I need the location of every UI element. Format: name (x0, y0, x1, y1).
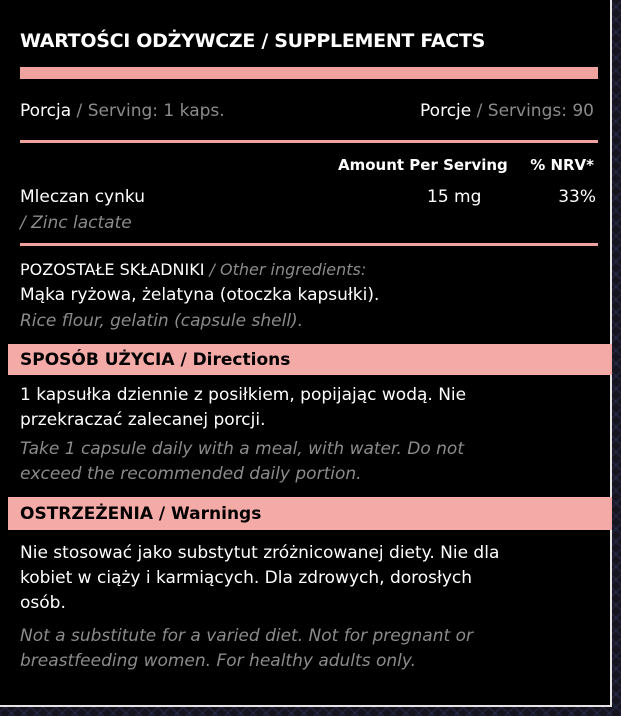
warnings-en-line-1: Not a substitute for a varied diet. Not for pregnant or (20, 626, 473, 646)
serving-sep: / (71, 101, 88, 121)
nutrient-divider (20, 243, 598, 246)
amount-per-serving-header: Amount Per Serving (338, 156, 508, 174)
other-ingredients-en: Rice flour, gelatin (capsule shell). (20, 311, 304, 331)
warnings-pl-line-2: kobiet w ciąży i karmiących. Dla zdrowych, dorosłych (20, 568, 473, 588)
warnings-en-line-2: breastfeeding women. For healthy adults only. (20, 651, 416, 671)
servings-label-en: Servings: 90 (487, 101, 594, 121)
directions-pl-line-2: przekraczać zalecanej porcji. (20, 410, 266, 430)
nutrient-amount: 15 mg (427, 187, 482, 207)
nutrient-name-en: / Zinc lactate (20, 213, 132, 233)
other-ingredients-label (20, 257, 366, 283)
directions-header (8, 344, 612, 375)
serving-size (20, 98, 225, 124)
serving-label-pl: Porcja (20, 101, 72, 121)
servings-label-pl: Porcje (420, 101, 472, 121)
warnings-header (8, 497, 612, 530)
servings-sep: / (471, 101, 488, 121)
other-ingredients-label-pl: POZOSTAŁE SKŁADNIKI (20, 260, 205, 279)
warnings-pl-line-3: osób. (20, 593, 66, 613)
serving-divider (20, 140, 598, 143)
directions-en-line-2: exceed the recommended daily portion. (20, 464, 362, 484)
other-ingredients-label-en: / Other ingredients: (204, 260, 367, 279)
panel-title: WARTOŚCI ODŻYWCZE / SUPPLEMENT FACTS (20, 30, 485, 52)
serving-label-en: Serving: 1 kaps. (87, 101, 225, 121)
directions-header-label: SPOSÓB UŻYCIA / Directions (20, 350, 291, 370)
nrv-header: % NRV* (530, 156, 594, 174)
title-divider (20, 67, 598, 79)
nutrient-name-pl: Mleczan cynku (20, 187, 145, 207)
servings-per-container (420, 98, 594, 124)
other-ingredients-pl: Mąka ryżowa, żelatyna (otoczka kapsułki). (20, 285, 380, 305)
warnings-header-label: OSTRZEŻENIA / Warnings (20, 504, 262, 524)
directions-pl-line-1: 1 kapsułka dziennie z posiłkiem, popijając wodą. Nie (20, 385, 467, 405)
nutrient-nrv: 33% (558, 187, 596, 207)
directions-en-line-1: Take 1 capsule daily with a meal, with water. Do not (20, 439, 464, 459)
warnings-pl-line-1: Nie stosować jako substytut zróżnicowanej diety. Nie dla (20, 543, 500, 563)
